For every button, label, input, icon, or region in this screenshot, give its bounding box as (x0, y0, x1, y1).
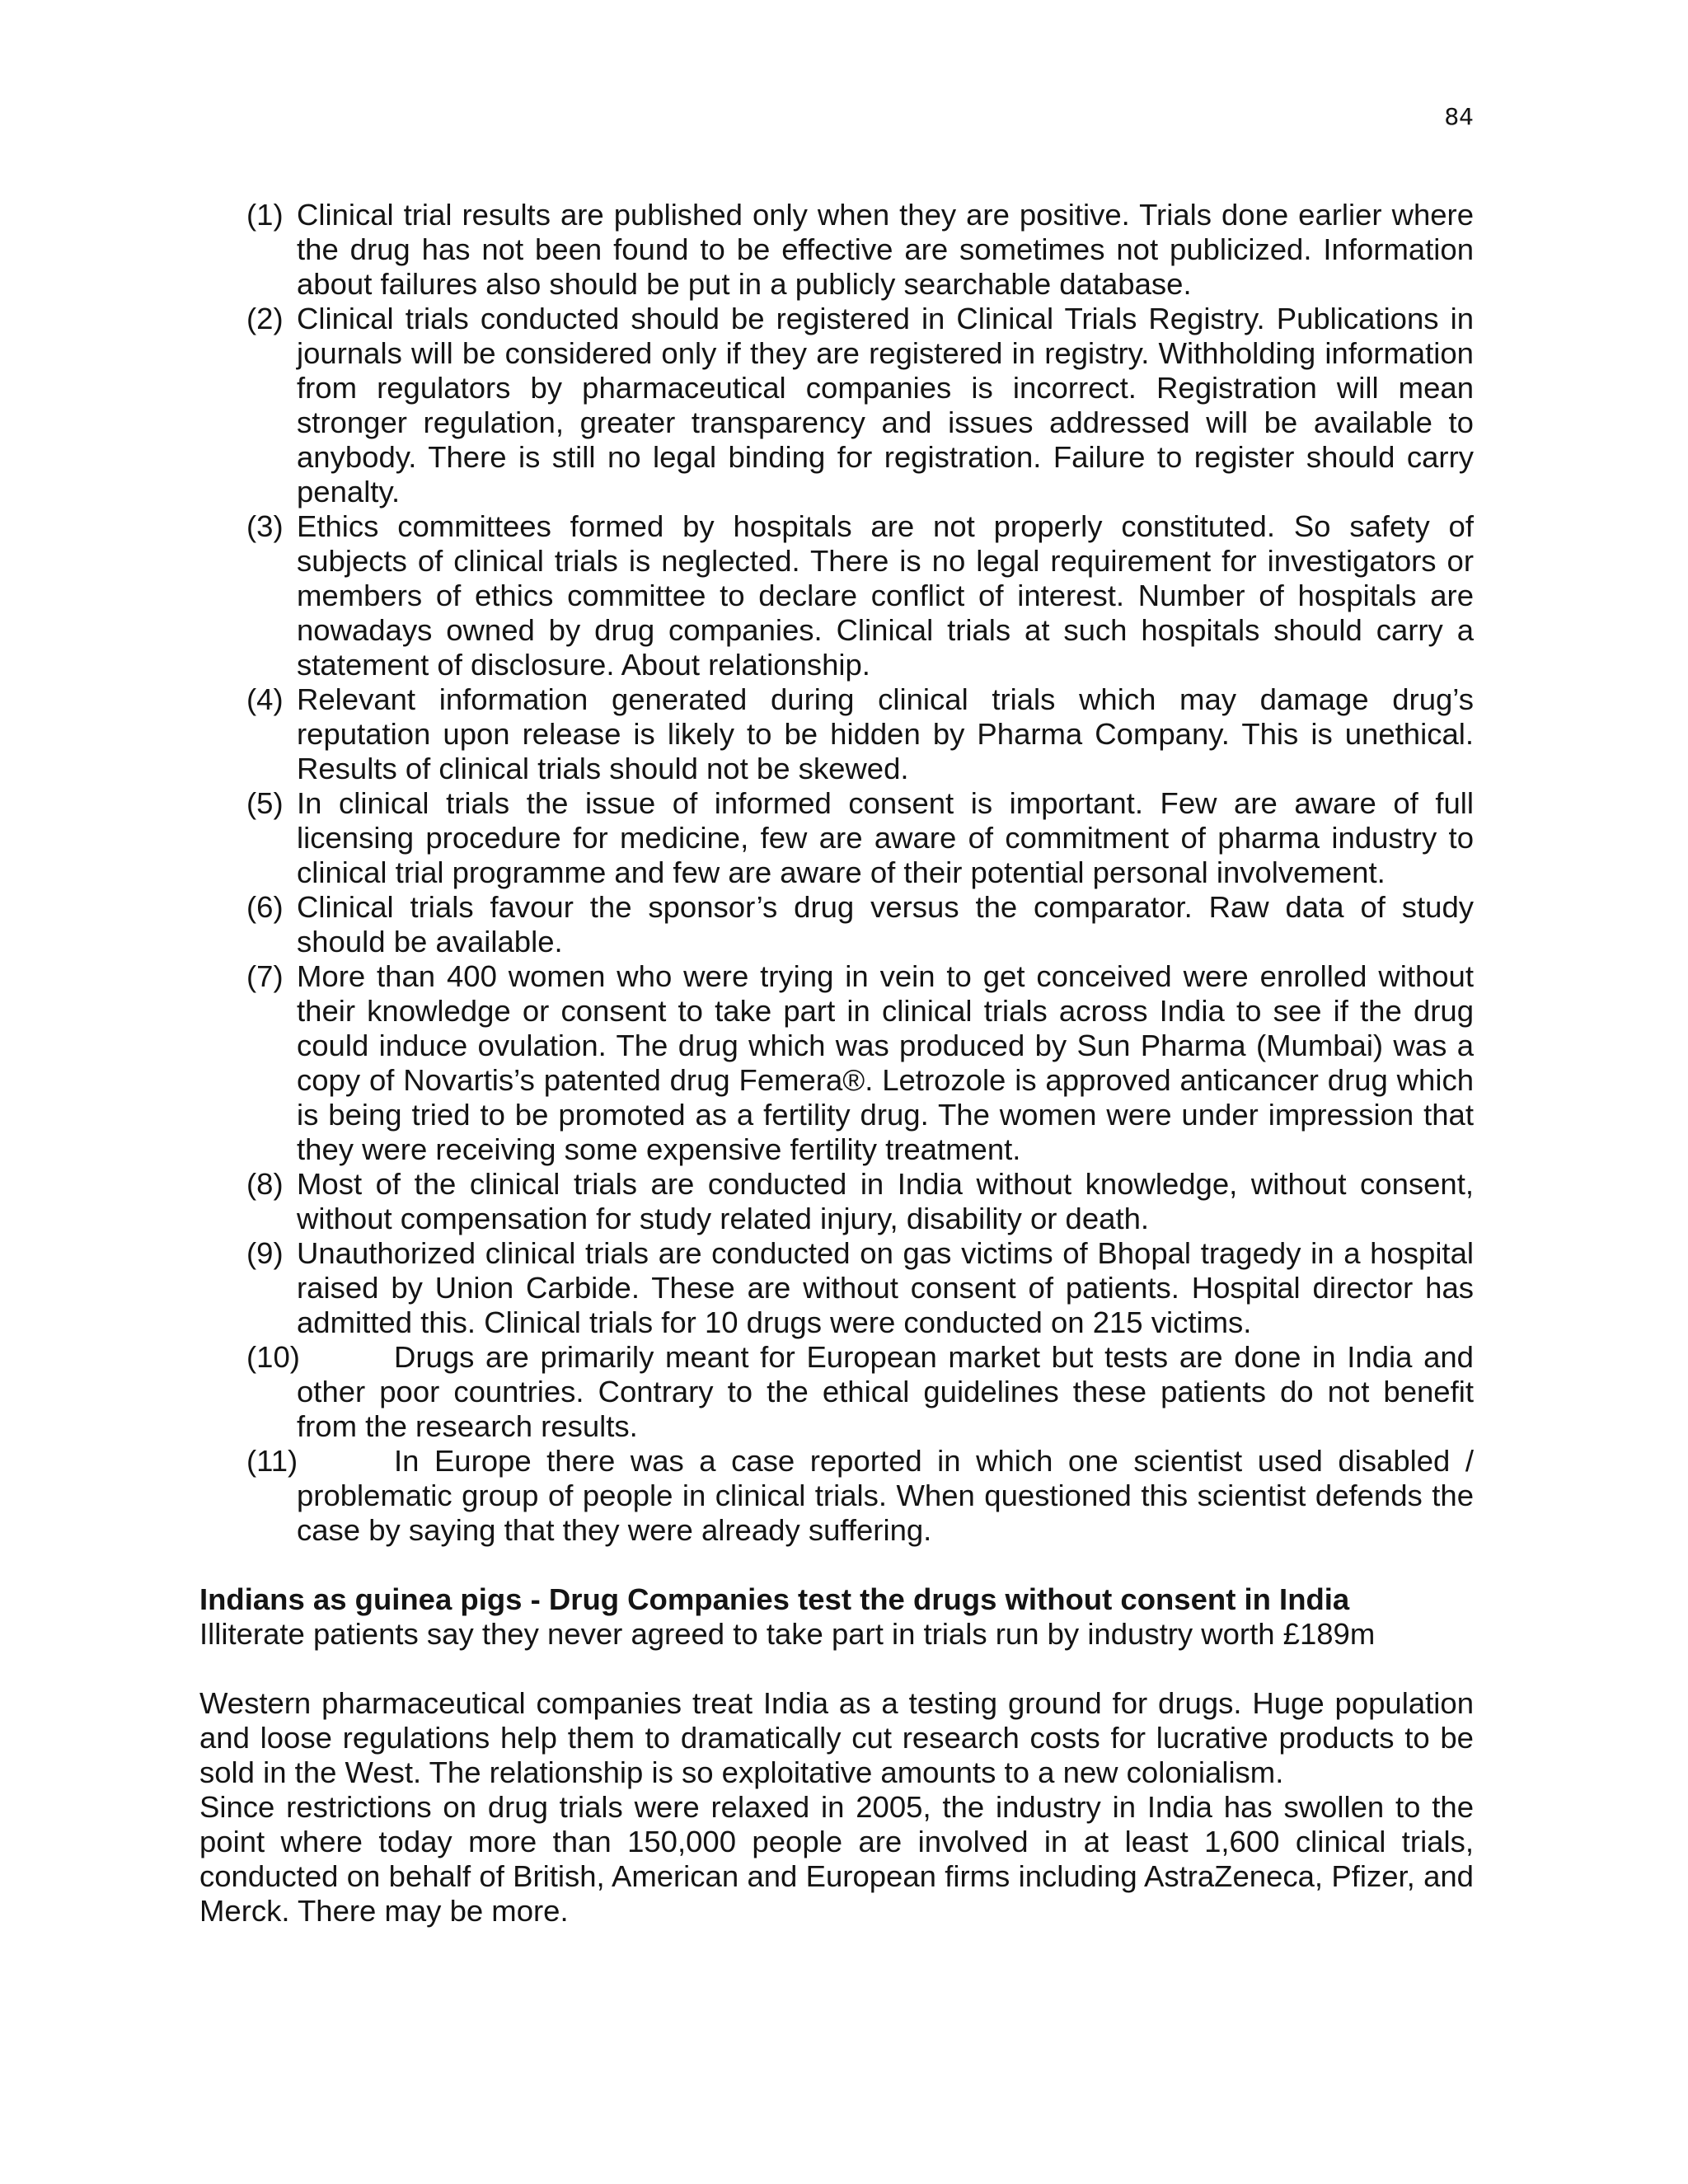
list-item-text: Relevant information generated during clinical trials which may damage drug’s reputation upon release is likely to be hidden by Pharma Company. This is unethical. Results of clinical trials should not be skewed. (297, 682, 1474, 785)
list-item (199, 1236, 1474, 1340)
section-heading: Indians as guinea pigs - Drug Companies test the drugs without consent in India (199, 1582, 1350, 1616)
list-item-number: (4) (246, 682, 284, 716)
body-paragraph: Since restrictions on drug trials were relaxed in 2005, the industry in India has swollen to the point where today more than 150,000 people are involved in at least 1,600 clinical trials, conducted on behalf of British, American and European firms including AstraZeneca, Pfizer, and Merck. There may be more. (199, 1790, 1474, 1928)
list-item-text: Clinical trials conducted should be registered in Clinical Trials Registry. Publications in journals will be considered only if they are registered in registry. Withholding information from regulators by pharmaceutical companies is incorrect. Registration will mean stronger regulation, greater transparency and issues addressed will be available to anybody. There is still no legal binding for registration. Failure to register should carry penalty. (297, 302, 1474, 509)
list-item-number: (7) (246, 959, 284, 993)
list-item-text: More than 400 women who were trying in vein to get conceived were enrolled without their knowledge or consent to take part in clinical trials across India to see if the drug could induce ovulation. The drug which was produced by Sun Pharma (Mumbai) was a copy of Novartis’s patented drug Femera®. Letrozole is approved anticancer drug which is being tried to be promoted as a fertility drug. The women were under impression that they were receiving some expensive fertility treatment. (297, 959, 1474, 1166)
list-item-number: (1) (246, 198, 284, 232)
list-item (199, 1340, 1474, 1444)
list-item (199, 786, 1474, 890)
list-item-text: In Europe there was a case reported in which one scientist used disabled / problematic group of people in clinical trials. When questioned this scientist defends the case by saying that they were already suffering. (297, 1444, 1474, 1547)
list-item (199, 890, 1474, 959)
list-item (199, 509, 1474, 682)
list-item (199, 302, 1474, 509)
list-item-number: (5) (246, 786, 284, 820)
section-subtitle: Illiterate patients say they never agreed to take part in trials run by industry worth £189m (199, 1617, 1376, 1651)
list-item-text: Most of the clinical trials are conducted in India without knowledge, without consent, without compensation for study related injury, disability or death. (297, 1167, 1474, 1235)
list-item-text: In clinical trials the issue of informed consent is important. Few are aware of full licensing procedure for medicine, few are aware of commitment of pharma industry to clinical trial programme and few are aware of their potential personal involvement. (297, 786, 1474, 889)
list-item-text: Clinical trials favour the sponsor’s drug versus the comparator. Raw data of study should be available. (297, 890, 1474, 958)
list-item (199, 682, 1474, 786)
list-item-text: Unauthorized clinical trials are conducted on gas victims of Bhopal tragedy in a hospital raised by Union Carbide. These are without consent of patients. Hospital director has admitted this. Clinical trials for 10 drugs were conducted on 215 victims. (297, 1236, 1474, 1339)
body-paragraph: Western pharmaceutical companies treat India as a testing ground for drugs. Huge population and loose regulations help them to dramatically cut research costs for lucrative products to be sold in the West. The relationship is so exploitative amounts to a new colonialism. (199, 1686, 1474, 1789)
list-item-text: Clinical trial results are published only when they are positive. Trials done earlier where the drug has not been found to be effective are sometimes not publicized. Information about failures also should be put in a publicly searchable database. (297, 198, 1474, 301)
list-item-number: (10) (246, 1340, 300, 1374)
list-item (199, 1444, 1474, 1548)
list-item-number: (11) (246, 1444, 298, 1478)
list-item-number: (8) (246, 1167, 284, 1201)
list-item (199, 198, 1474, 302)
list-item (199, 959, 1474, 1167)
list-item-number: (6) (246, 890, 284, 924)
numbered-list (199, 198, 1474, 1548)
list-item (199, 1167, 1474, 1236)
page-content (199, 198, 1474, 1929)
list-item-number: (3) (246, 509, 284, 543)
list-item-number: (9) (246, 1236, 284, 1270)
list-item-text: Drugs are primarily meant for European market but tests are done in India and other poor countries. Contrary to the ethical guidelines these patients do not benefit from the research results. (297, 1340, 1474, 1443)
list-item-text: Ethics committees formed by hospitals are not properly constituted. So safety of subjects of clinical trials is neglected. There is no legal requirement for investigators or members of ethics committee to declare conflict of interest. Number of hospitals are nowadays owned by drug companies. Clinical trials at such hospitals should carry a statement of disclosure. About relationship. (297, 509, 1474, 682)
list-item-number: (2) (246, 302, 284, 335)
page-number: 84 (1444, 103, 1474, 130)
